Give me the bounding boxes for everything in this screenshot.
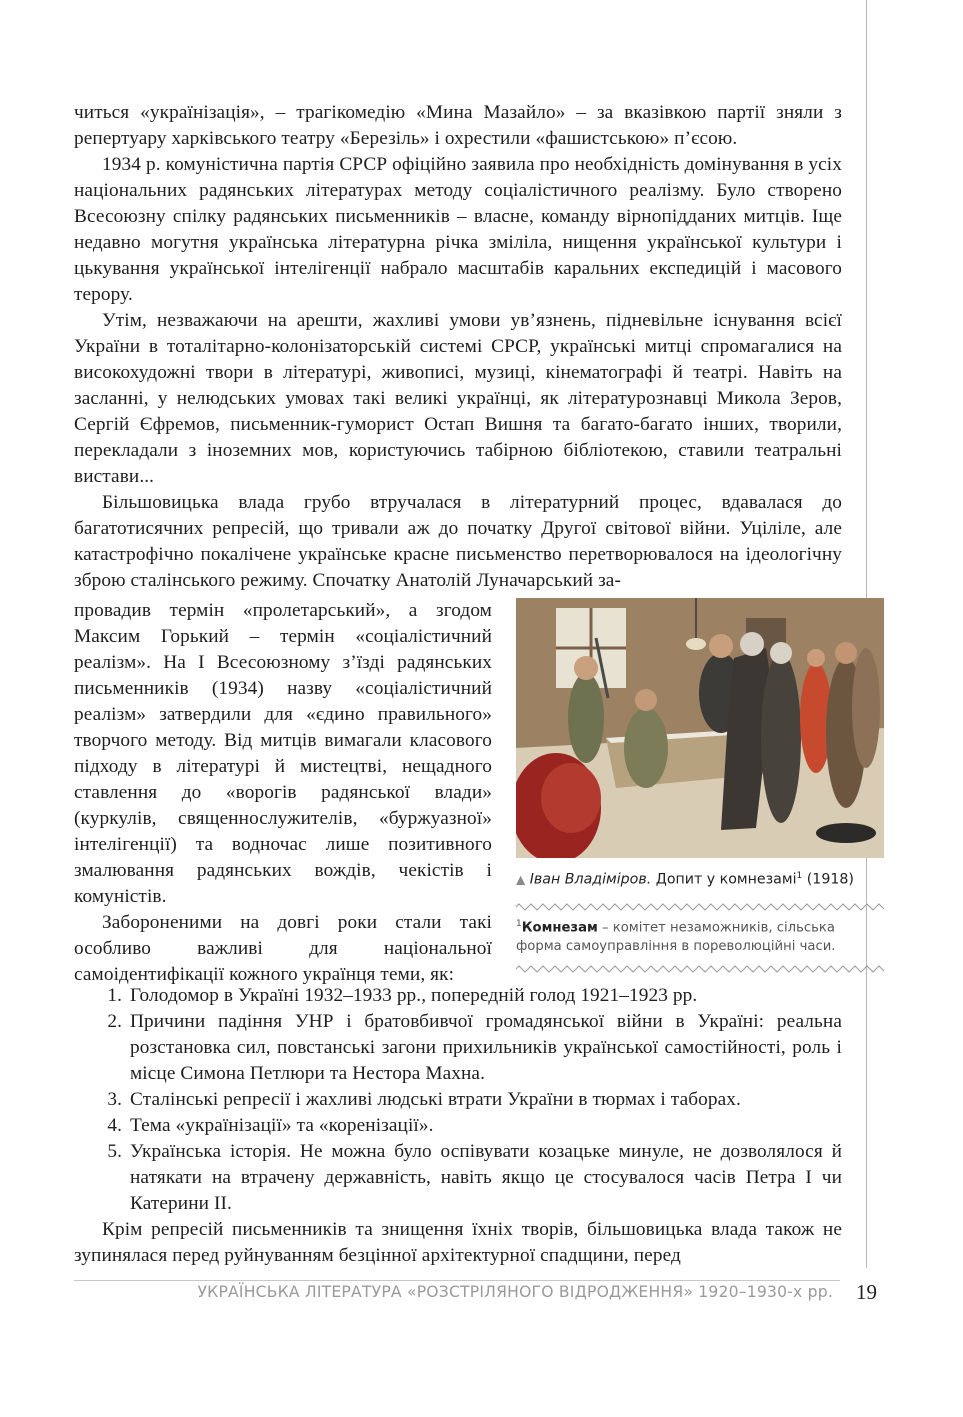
footnote-border-bottom	[516, 964, 884, 974]
list-number: 1.	[107, 985, 122, 1006]
numbered-list	[74, 983, 842, 1217]
list-number: 4.	[107, 1115, 122, 1136]
list-item	[74, 1113, 842, 1139]
paragraph: Забороненими на довгі роки стали такі особливо важливі для національної самоідентифікації кожного українця теми, як:	[74, 912, 492, 985]
list-number: 5.	[107, 1141, 122, 1162]
painting-illustration	[516, 598, 884, 858]
paragraph: провадив термін «пролетарський», а згодом Максим Горький – термін «соціалістичний реалізм». На І Всесоюзному з’їзді радянських письменників (1934) назву «соціалістичний реалізм» затвердили для «єдино правильного» творчого методу. Від митців вимагали класового підходу в літературі й мистецтві, нещадного ставлення до «ворогів радянської влади» (куркулів, священнослужителів, «буржуазної» інтелігенції) та водночас лише позитивного змалювання радянських вождів, чекістів і комуністів.	[74, 600, 492, 907]
footnote-term: Комнезам	[521, 920, 598, 936]
body-text-wrapped	[74, 598, 492, 988]
list-item	[74, 1009, 842, 1087]
caption-author: Іван Владіміров.	[529, 871, 652, 888]
footnote-definition: – комітет незаможників, сільська форма самоуправління в пореволюційні часи.	[516, 920, 836, 955]
triangle-up-icon: ▲	[516, 872, 526, 887]
running-title: УКРАЇНСЬКА ЛІТЕРАТУРА «РОЗСТРІЛЯНОГО ВІДРОДЖЕННЯ» 1920–1930-х рр.	[197, 1283, 833, 1301]
footnote	[516, 915, 884, 956]
paragraph: Більшовицька влада грубо втручалася в літературний процес, вдавалася до багатотисячних репресій, що тривали аж до початку Другої світової війни. Уцілілe, але катастрофічно покалічене українське красне письменство перетворювалося на ідеологічну зброю сталінського режиму. Спочатку Анатолій Луначарський за-	[74, 492, 842, 591]
body-text-end	[74, 1217, 842, 1269]
paragraph: 1934 р. комуністична партія СРСР офіційно заявила про необхідність домінування в усіх національних радянських літературах методу соціалістичного реалізму. Було створено Всесоюзну спілку радянських письменників – власне, команду вірнопідданих митців. Іще недавно могутня українська літературна річка зміліла, нищення української культури і цькування української інтелігенції набрало масштабів каральних експедицій і масового терору.	[74, 154, 842, 305]
footnote-marker: 1	[516, 919, 522, 929]
caption-title: Допит у комнезамі	[651, 871, 797, 888]
list-number: 2.	[107, 1011, 122, 1032]
list-text: Сталінські репресії і жахливі людські втрати України в тюрмах і таборах.	[130, 1089, 741, 1110]
caption-year: (1918)	[802, 871, 854, 888]
list-text: Голодомор в Україні 1932–1933 рр., попередній голод 1921–1923 рр.	[130, 985, 698, 1006]
figure-caption	[516, 866, 884, 890]
paragraph: читься «українізація», – трагікомедію «Мина Мазайло» – за вказівкою партії зняли з репертуару харківського театру «Березіль» і охрестили «фашистською» п’єсою.	[74, 102, 842, 149]
page-number: 19	[856, 1280, 877, 1304]
list-item	[74, 1087, 842, 1113]
list-item	[74, 983, 842, 1009]
painting-image	[516, 598, 884, 858]
list-text: Тема «українізації» та «коренізації».	[130, 1115, 434, 1136]
list-text: Причини падіння УНР і братовбивчої громадянської війни в Україні: реальна розстановка сил, повстанські загони прихильників української самостійності, роль і місце Симона Петлюри та Нестора Махна.	[130, 1011, 842, 1084]
body-text-top	[74, 100, 842, 594]
caption-footnote-ref: 1	[796, 871, 803, 881]
paragraph: Крім репресій письменників та знищення їхніх творів, більшовицька влада також не зупинялася перед руйнуванням безцінної архітектурної спадщини, перед	[74, 1219, 842, 1266]
list-item	[74, 1139, 842, 1217]
paragraph: Утім, незважаючи на арешти, жахливі умови ув’язнень, підневільне існування всієї України в тоталітарно-колонізаторській системі СРСР, українські митці спромагалися на високохудожні твори в літературі, живописі, музиці, кінематографі й театрі. Навіть на засланні, у нелюдських умовах такі великі українці, як літературознавці Микола Зеров, Сергій Єфремов, письменник-гуморист Остап Вишня та багато-багато інших, творили, перекладали з іноземних мов, користуючись табірною бібліотекою, ставили театральні вистави...	[74, 310, 842, 487]
footnote-border-top	[516, 902, 884, 912]
list-number: 3.	[107, 1089, 122, 1110]
footer-rule	[74, 1280, 840, 1281]
list-text: Українська історія. Не можна було оспівувати козацьке минуле, не дозволялося й натякати на втрачену державність, навіть якщо це стосувалося часів Петра I чи Катерини II.	[130, 1141, 842, 1214]
